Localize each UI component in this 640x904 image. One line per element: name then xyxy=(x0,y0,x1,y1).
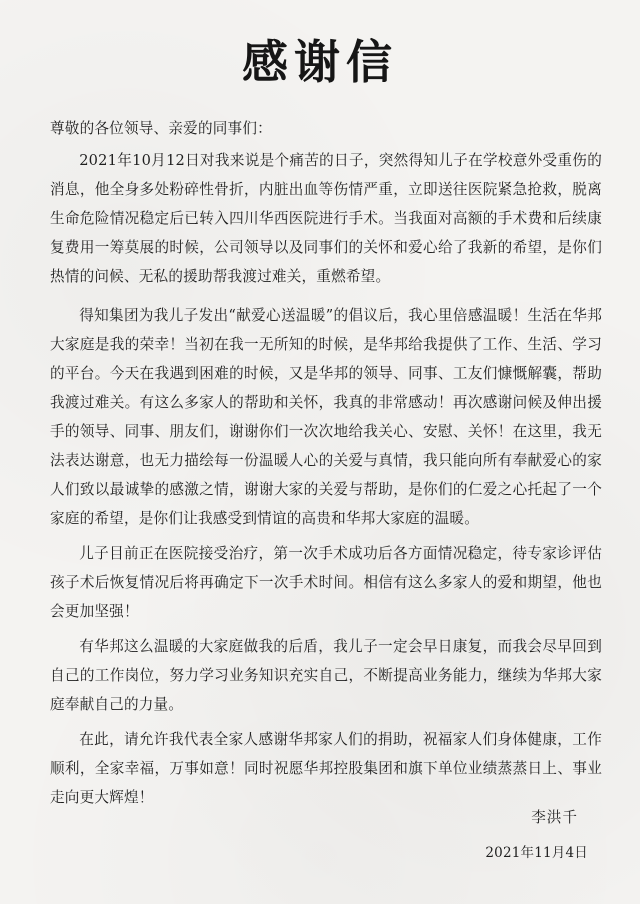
letter-greeting: 尊敬的各位领导、亲爱的同事们： xyxy=(50,120,272,137)
letter-signature: 李洪千 xyxy=(531,809,578,826)
letter-date: 2021年11月4日 xyxy=(485,845,588,861)
letter-title: 感谢信 xyxy=(242,35,398,89)
letter-paragraph-4: 有华邦这么温暖的大家庭做我的后盾，我儿子一定会早日康复，而我会尽早回到自己的工作岗位，努力学习业务知识充实自己，不断提高业务能力，继续为华邦大家庭奉献自己的力量。 xyxy=(50,638,602,713)
letter-body xyxy=(50,114,602,812)
letter-paragraph-5: 在此，请允许我代表全家人感谢华邦家人们的捐助，祝福家人们身体健康，工作顺利，全家幸福，万事如意！同时祝愿华邦控股集团和旗下单位业绩蒸蒸日上、事业走向更大辉煌！ xyxy=(50,731,602,806)
letter-paragraph-1: 2021年10月12日对我来说是个痛苦的日子，突然得知儿子在学校意外受重伤的消息，他全身多处粉碎性骨折，内脏出血等伤情严重，立即送往医院紧急抢救，脱离生命危险情况稳定后已转入四川华西医院进行手术。当我面对高额的手术费和后续康复费用一筹莫展的时候，公司领导以及同事们的关怀和爱心给了我新的希望，是你们热情的问候、无私的援助帮我渡过难关，重燃希望。 xyxy=(50,152,602,285)
letter-paragraph-2: 得知集团为我儿子发出“献爱心送温暖”的倡议后，我心里倍感温暖！生活在华邦大家庭是我的荣幸！当初在我一无所知的时候，是华邦给我提供了工作、生活、学习的平台。今天在我遇到困难的时候，又是华邦的领导、同事、工友们慷慨解囊，帮助我渡过难关。有这么多家人的帮助和关怀，我真的非常感动！再次感谢问候及伸出援手的领导、同事、朋友们，谢谢你们一次次地给我关心、安慰、关怀！在这里，我无法表达谢意，也无力描绘每一份温暖人心的关爱与真情，我只能向所有奉献爱心的家人们致以最诚挚的感激之情，谢谢大家的关爱与帮助，是你们的仁爱之心托起了一个家庭的希望，是你们让我感受到情谊的高贵和华邦大家庭的温暖。 xyxy=(50,307,602,527)
letter-paragraph-3: 儿子目前正在医院接受治疗，第一次手术成功后各方面情况稳定，待专家诊评估孩子术后恢复情况后将再确定下一次手术时间。相信有这么多家人的爱和期望，他也会更加坚强！ xyxy=(50,545,602,620)
